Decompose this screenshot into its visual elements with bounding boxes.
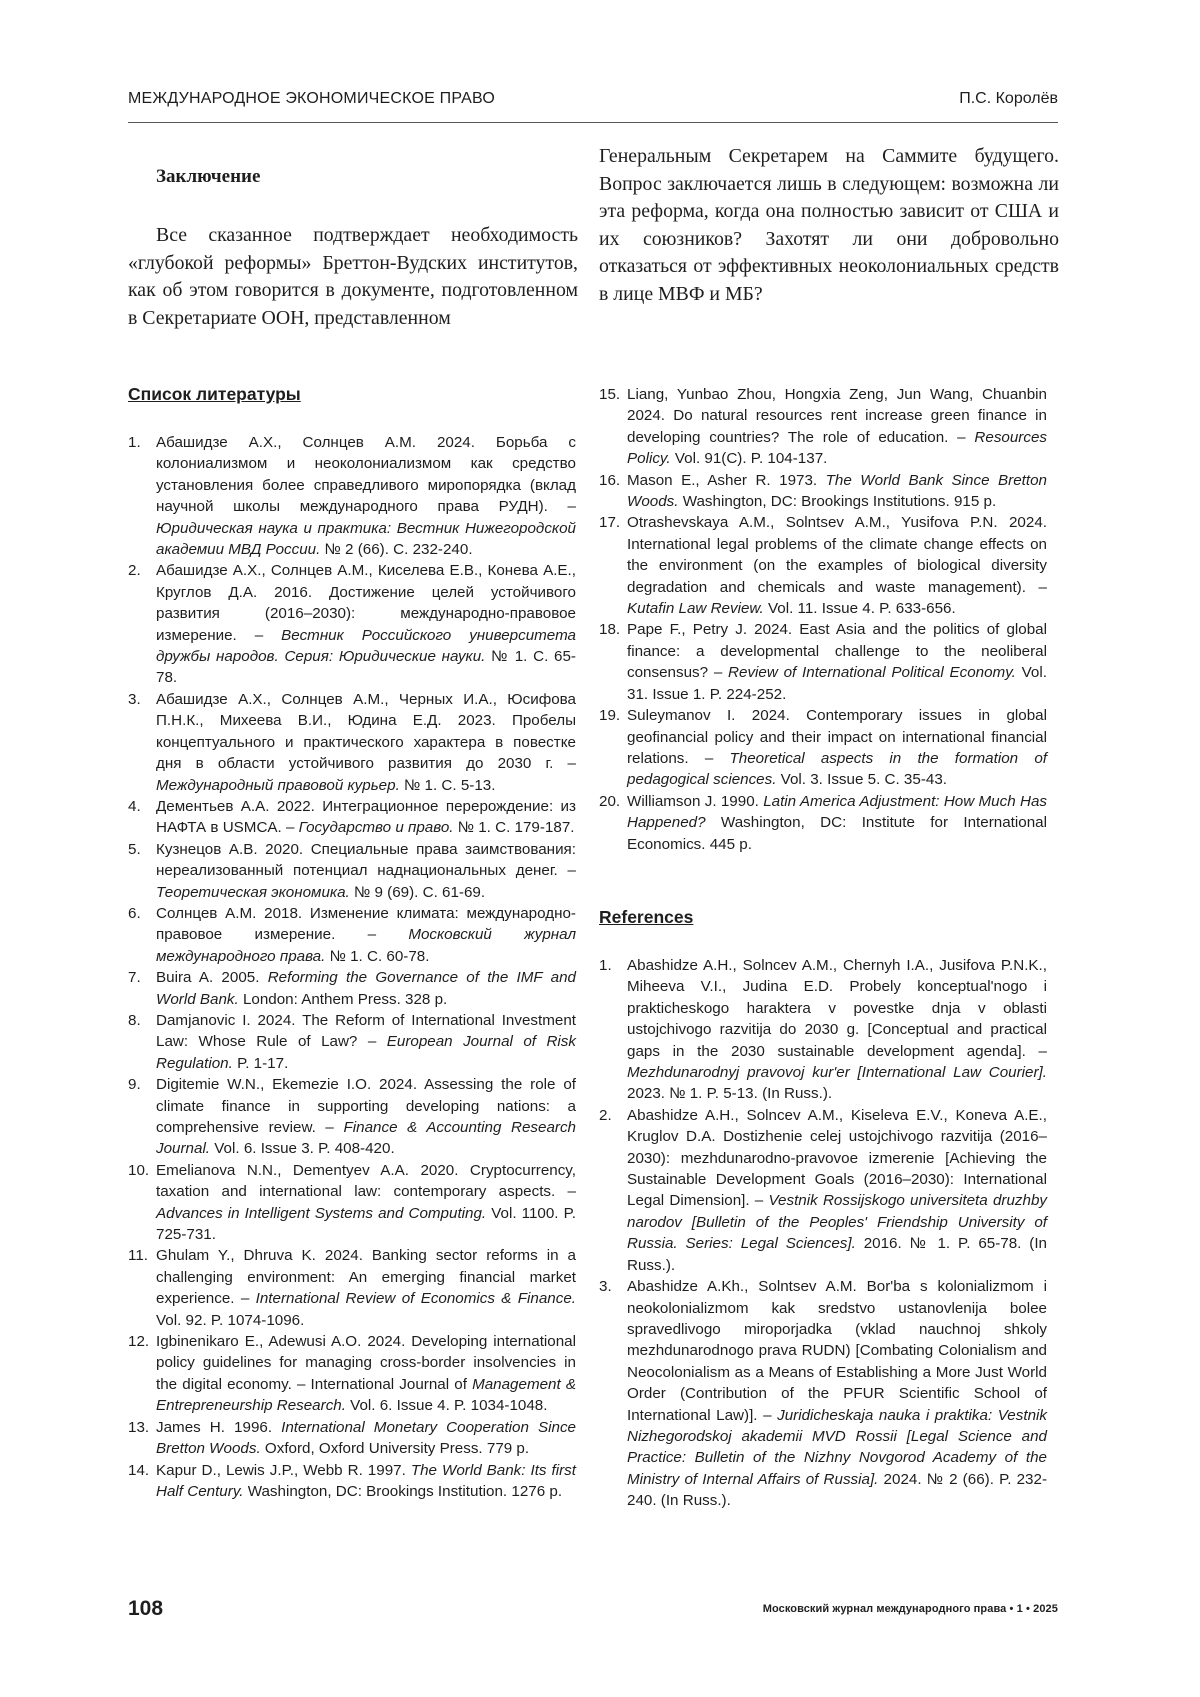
reference-text: Abashidze A.Kh., Solntsev A.M. Bor'ba s kolonializmom i neokolonializmom kak sredstvo ustanovlenija bolee spravedlivogo miroporjadka (vklad nauchnoj shkoly mezhdunarodnogo prava RUDN) [Combating Colonialism and Neocolonialism as a Means of Establishing a More Just World Order (Contribution of the PFUR Scientific School of International Law)]. – Juridicheskaja nauka i praktika: Vestnik Nizhegorodskoj akademii MVD Rossii [Legal Science and Practice: Bulletin of the Nizhny Novgorod Academy of the Ministry of Internal Affairs of Russia]. 2024. № 2 (66). P. 232-240. (In Russ.). [627, 1278, 1048, 1510]
reference-text: Ghulam Y., Dhruva K. 2024. Banking sector reforms in a challenging environment: An emerging financial market experience. – International Review of Economics & Finance. Vol. 92. P. 1074-1096. [156, 1247, 577, 1329]
reference-number: 3. [599, 1278, 612, 1296]
reference-text: Liang, Yunbao Zhou, Hongxia Zeng, Jun Wang, Chuanbin 2024. Do natural resources rent increase green finance in developing countries? The role of education. – Resources Policy. Vol. 91(C). P. 104-137. [627, 386, 1047, 468]
reference-number: 3. [128, 690, 141, 708]
reference-text: Suleymanov I. 2024. Contemporary issues in global geofinancial policy and their impact on international financial relations. – Theoretical aspects in the formation of pedagogical sciences. Vol. 3. Issue 5. C. 35-43. [627, 707, 1047, 789]
reference-item [128, 1074, 576, 1160]
reference-number: 19. [599, 707, 621, 725]
reference-item [128, 560, 576, 688]
running-header [128, 84, 1058, 123]
reference-item [128, 839, 576, 903]
reference-text: Damjanovic I. 2024. The Reform of International Investment Law: Whose Rule of Law? – European Journal of Risk Regulation. P. 1-17. [156, 1011, 576, 1072]
conclusion-paragraph-left: Все сказанное подтверждает необходимость «глубокой реформы» Бреттон-Вудских институтов, как об этом говорится в документе, подготовленном в Секретариате ООН, представленном [128, 224, 578, 329]
reference-text: Дементьев А.А. 2022. Интеграционное перерождение: из НАФТА в USMCA. – Государство и право. № 1. С. 179-187. [156, 797, 576, 837]
journal-footer: Московский журнал международного права • 1 • 2025 [762, 1603, 1058, 1615]
reference-text: Солнцев А.М. 2018. Изменение климата: международно-правовое измерение. – Московский журнал международного права. № 1. С. 60-78. [156, 904, 577, 965]
reference-text: Pape F., Petry J. 2024. East Asia and the politics of global finance: a developmental challenge to the neoliberal consensus? – Review of International Political Economy. Vol. 31. Issue 1. P. 224-252. [627, 621, 1047, 703]
reference-item [599, 1105, 1047, 1276]
reference-item [128, 689, 576, 796]
reference-text: Williamson J. 1990. Latin America Adjustment: How Much Has Happened? Washington, DC: Institute for International Economics. 445 p. [627, 792, 1047, 853]
reference-item [599, 384, 1047, 470]
reference-item [128, 1331, 576, 1417]
reference-item [128, 1460, 576, 1503]
author-name: П.С. Королёв [959, 90, 1058, 107]
reference-text: Кузнецов А.В. 2020. Специальные права заимствования: нереализованный потенциал наднациональных денег. – Теоретическая экономика. № 9 (69). С. 61-69. [156, 840, 576, 901]
reference-item [599, 619, 1047, 705]
reference-item [599, 512, 1047, 619]
reference-text: Mason E., Asher R. 1973. The World Bank Since Bretton Woods. Washington, DC: Brookings Institutions. 915 p. [627, 471, 1047, 511]
reference-number: 13. [128, 1418, 150, 1436]
reference-item [599, 1276, 1047, 1511]
reference-number: 6. [128, 904, 141, 922]
reference-number: 9. [128, 1076, 141, 1094]
reference-text: Otrashevskaya A.M., Solntsev A.M., Yusifova P.N. 2024. International legal problems of the climate change effects on the environment (on the examples of biological diversity degradation and chemicals and waste management). – Kutafin Law Review. Vol. 11. Issue 4. P. 633-656. [627, 514, 1047, 618]
reference-text: Igbinenikaro E., Adewusi A.O. 2024. Developing international policy guidelines for managing cross-border insolvencies in the digital economy. – International Journal of Management & Entrepreneurship Research. Vol. 6. Issue 4. P. 1034-1048. [156, 1333, 576, 1415]
reference-number: 14. [128, 1461, 150, 1479]
bibliography-heading: Список литературы [128, 384, 301, 404]
reference-number: 5. [128, 840, 141, 858]
conclusion-title: Заключение [156, 166, 261, 187]
reference-item [128, 967, 576, 1010]
references-heading: References [599, 907, 694, 927]
reference-item [128, 1245, 576, 1331]
reference-number: 15. [599, 386, 621, 403]
reference-number: 1. [128, 434, 141, 451]
reference-text: Kapur D., Lewis J.P., Webb R. 1997. The World Bank: Its first Half Century. Washington, DC: Brookings Institution. 1276 p. [156, 1461, 576, 1500]
reference-item [128, 796, 576, 839]
reference-text: Buira A. 2005. Reforming the Governance of the IMF and World Bank. London: Anthem Press. 328 p. [156, 969, 576, 1008]
reference-number: 16. [599, 471, 621, 489]
reference-number: 2. [128, 562, 141, 580]
section-title: МЕЖДУНАРОДНОЕ ЭКОНОМИЧЕСКОЕ ПРАВО [128, 90, 496, 107]
reference-number: 20. [599, 792, 621, 810]
reference-text: James H. 1996. International Monetary Cooperation Since Bretton Woods. Oxford, Oxford University Press. 779 p. [156, 1418, 576, 1458]
reference-item [128, 1160, 576, 1246]
reference-text: Абашидзе А.Х., Солнцев А.М., Черных И.А., Юсифова П.Н.К., Михеева В.И., Юдина Е.Д. 2023. Пробелы концептуального и практического характера в повестке дня в области устойчивого развития до 2030 г. – Международный правовой курьер. № 1. С. 5-13. [156, 690, 576, 794]
reference-item [128, 1010, 576, 1074]
reference-item [128, 1417, 576, 1460]
reference-text: Abashidze A.H., Solncev A.M., Kiseleva E.V., Koneva A.E., Kruglov D.A. Dostizhenie celej ustojchivogo razvitija (2016–2030): mezhdunarodno-pravovoe izmerenie [Achieving the Sustainable Development Goals (2016–2030): International Legal Dimension]. – Vestnik Rossijskogo universiteta druzhby narodov [Bulletin of the Peoples' Friendship University of Russia. Series: Legal Sciences]. 2016. № 1. P. 65-78. (In Russ.). [627, 1106, 1048, 1274]
references-list [599, 955, 1047, 1512]
reference-number: 8. [128, 1011, 141, 1029]
reference-number: 4. [128, 797, 141, 815]
reference-item [128, 903, 576, 967]
bibliography-list-right [599, 384, 1047, 855]
reference-text: Абашидзе А.Х., Солнцев А.М. 2024. Борьба с колониализмом и неоколониализмом как средство установления более справедливого миропорядка (вклад научной школы международного права РУДН). – Юридическая наука и практика: Вестник Нижегородской академии МВД России. № 2 (66). С. 232-240. [156, 434, 576, 559]
reference-number: 17. [599, 514, 621, 532]
reference-item [128, 432, 576, 560]
reference-number: 18. [599, 621, 621, 639]
conclusion-paragraph-right: Генеральным Секретарем на Саммите будущего. Вопрос заключается лишь в следующем: возможна ли эта реформа, когда она полностью зависит от США и их союзников? Захотят ли они добровольно отказаться от эффективных неоколониальных средств в лице МВФ и МБ? [599, 145, 1059, 305]
bibliography-list-left [128, 432, 576, 1502]
reference-text: Abashidze A.H., Solncev A.M., Chernyh I.A., Jusifova P.N.K., Miheeva V.I., Judina E.D. Probely konceptual'nogo i prakticheskogo haraktera v povestke dnja v oblasti ustojchivogo razvitija do 2030 g. [Conceptual and practical gaps in the 2030 sustainable development agenda]. – Mezhdunarodnyj pravovoj kur'er [International Law Courier]. 2023. № 1. P. 5-13. (In Russ.). [627, 957, 1047, 1103]
reference-item [599, 791, 1047, 855]
page-number: 108 [128, 1597, 164, 1620]
reference-number: 2. [599, 1106, 612, 1124]
reference-number: 7. [128, 969, 141, 987]
reference-text: Digitemie W.N., Ekemezie I.O. 2024. Assessing the role of climate finance in supporting developing nations: a comprehensive review. – Finance & Accounting Research Journal. Vol. 6. Issue 3. P. 408-420. [156, 1076, 576, 1158]
reference-number: 12. [128, 1333, 150, 1351]
reference-number: 11. [128, 1247, 148, 1265]
reference-number: 1. [599, 957, 612, 974]
reference-item [599, 470, 1047, 513]
reference-item [599, 705, 1047, 791]
reference-text: Абашидзе А.Х., Солнцев А.М., Киселева Е.В., Конева А.Е., Круглов Д.А. 2016. Достижение целей устойчивого развития (2016–2030): международно-правовое измерение. – Вестник Российского университета дружбы народов. Серия: Юридические науки. № 1. С. 65-78. [156, 562, 576, 687]
reference-text: Emelianova N.N., Dementyev A.A. 2020. Cryptocurrency, taxation and international law: contemporary aspects. – Advances in Intelligent Systems and Computing. Vol. 1100. P. 725-731. [156, 1161, 576, 1244]
reference-number: 10. [128, 1161, 150, 1179]
reference-item [599, 955, 1047, 1105]
